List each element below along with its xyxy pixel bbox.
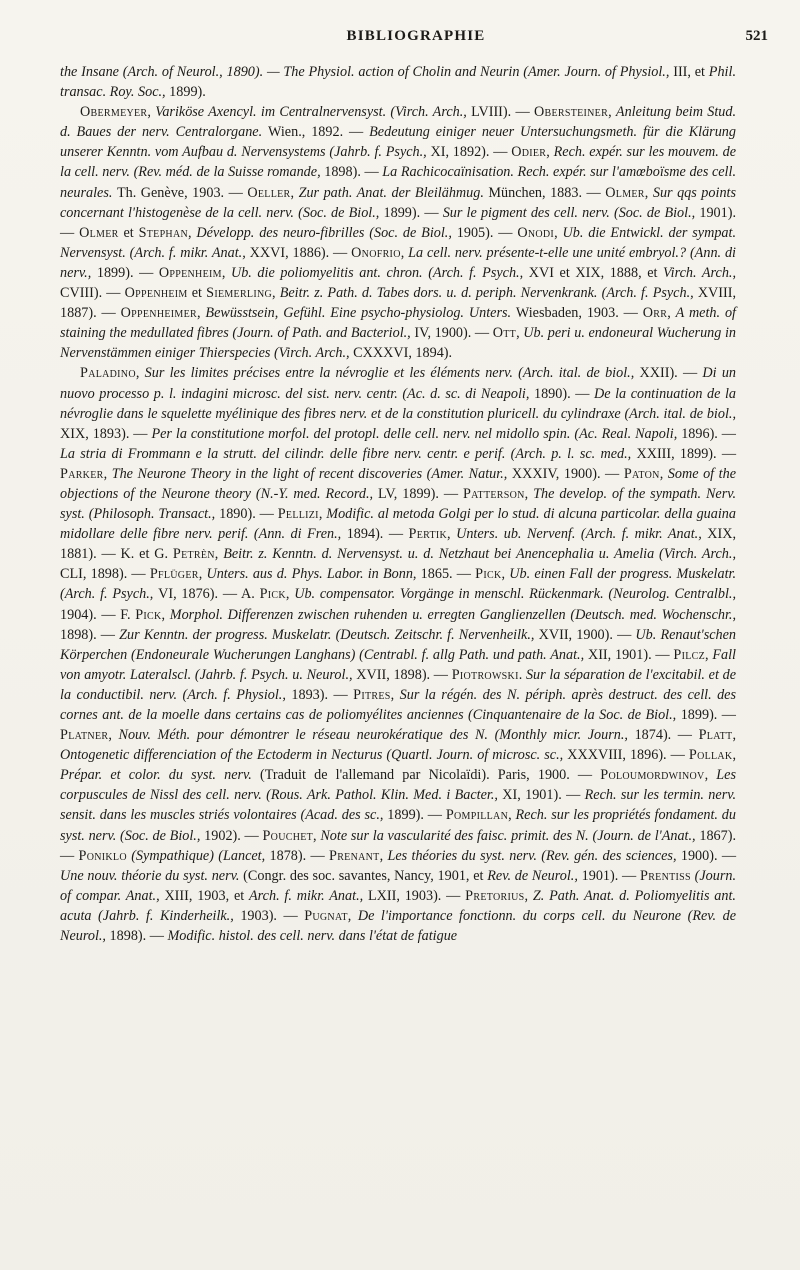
citation-text: 1899). — [680,707,736,723]
work-title: Morphol. Differenzen zwischen ruhenden u. erregten Ganglienzellen (Deutsch. med. Wochenschr., [169,606,737,623]
citation-text: 1899). — [96,264,159,281]
author-name: Pick [135,606,162,623]
work-title: Ub. die Entwickl. der sympat. Nervensyst. (Arch. f. mikr. Anat., [60,224,737,261]
work-title: Rev. de Neurol., [487,867,582,884]
author-name: Pick [475,566,502,583]
work-title: La Rachicocaïnisation. Rech. expér. sur l'amœboïsme des cell. neurales. [60,164,736,201]
work-title: De l'importance fonctionn. du corps cell. du Neurone (Rev. de Neurol., [60,907,737,945]
citation-text: , [644,184,653,201]
citation-text: XXXVIII, 1896). — [567,747,689,764]
citation-text: , [318,506,327,523]
work-title: Sur le pigment des cell. nerv. (Soc. de Biol., [442,204,700,221]
citation-text: Th. Genève, 1903. — [116,184,248,201]
author-name: Pouchet [262,827,314,844]
work-title: Rech. expér. sur les mouvem. de la cell. nerv. (Rev. méd. de la Suisse romande, [60,144,736,181]
work-title: (Sympathique) (Lancet, [131,847,270,864]
work-title: Ontogenetic differenciation of the Ectoderm in Necturus (Quartl. Journ. of microsc. sc., [60,747,568,764]
citation-text: 1899). — [383,204,443,221]
author-name: Poniklo [78,847,127,864]
citation-text: 1903). — [240,907,305,924]
citation-text: 1890). — [533,385,594,402]
citation-text: XVIII, 1887). — [60,285,737,322]
work-title: Prépar. et color. du syst. nerv. [60,767,260,784]
citation-text: III, et [673,64,709,80]
citation-text: XIX, 1881). — K. et G. [60,526,736,563]
citation-text: Wiesbaden, 1903. — [515,305,643,322]
work-title: Variköse Axencyl. im Centralnervensyst. (Virch. Arch., [155,104,472,121]
citation-text: , [272,285,280,302]
citation-text: 1898). — [324,164,383,181]
citation-text: CLI, 1898). — [60,566,150,583]
work-title: Développ. des neuro-fibrilles (Soc. de Biol., [196,224,457,241]
citation-text: XI, 1892). — [430,144,512,161]
citation-text: 1894). — [346,526,409,543]
work-title: Sur la séparation de l'excitabil. et de la conductibil. nerv. (Arch. f. Physiol., [60,666,736,703]
author-name: Olmer [605,184,645,201]
citation-text: XXII). — [639,365,703,382]
citation-text: , [147,104,156,121]
citation-text: , 1865. — [412,566,476,583]
author-name: Stephan [138,224,188,241]
author-name: Prenant [329,847,380,864]
work-title: Z. Path. Anat. d. Poliomyelitis ant. acuta (Jahrb. f. Kinderheilk., [60,887,736,924]
citation-text: , [659,465,668,482]
work-title: Modific. histol. des cell. nerv. dans l'état de fatigue [167,928,458,945]
bibliography-paragraph [60,363,736,946]
citation-text: XVII, 1898). — [356,666,452,683]
work-title: Beitr. z. Kenntn. d. Nervensyst. u. d. Netzhaut bei Anencephalia u. Amelia (Virch. Arch., [223,546,736,563]
citation-text: , [285,586,295,603]
citation-text: , [732,727,736,744]
citation-text: CXXXVI, 1894). [353,345,453,362]
work-title: (Journ. of compar. Anat., [60,867,736,904]
work-title: Modific. al metoda Golgi per lo stud. di alcuna particolar. della guaina midollare delle fibre nerv. perif. (Ann. di Fren., [60,506,736,543]
citation-text: 1867). — [60,827,736,864]
citation-text: , [447,526,457,543]
work-title: Unters. aus d. Phys. Labor. in Bonn [206,566,413,583]
page-header [60,28,772,52]
citation-text: , [390,686,400,703]
author-name: Prentiss [640,867,691,884]
citation-text: (Traduit de l'allemand par Nicolaïdi). Paris, 1900. — [259,767,601,784]
author-name: Obermeyer [80,104,148,121]
work-title: Phil. transac. Roy. Soc., [60,64,736,101]
bibliography-text [60,62,736,946]
author-name: Pitres [353,686,391,703]
citation-text: 1905). — [456,224,518,241]
citation-text: 1898). — [60,626,120,643]
work-title: Arch. f. mikr. Anat., [249,887,368,904]
citation-text: , [135,365,145,382]
citation-text: 1899). — [387,807,446,824]
work-title: Ub. einen Fall der progress. Muskelatr. (Arch. f. Psych., [60,566,737,603]
citation-text: XVII, 1900). — [538,626,636,643]
author-name: Ott [492,325,517,342]
author-name: Oppenheimer [120,305,197,322]
work-title: Ub. Renaut'schen Körperchen (Endoneurale Wucherungen Langhans) (Centrabl. f. allg Path. und path. Anat., [60,626,736,663]
running-title: BIBLIOGRAPHIE [346,28,486,44]
citation-text: , [508,807,516,824]
work-title: Per la constitutione morfol. del protopl. delle cell. nerv. nel midollo spin. (Ac. Real. Napoli, [151,425,682,442]
citation-text: XIII, 1903, et [164,887,250,904]
work-title: La cell. nerv. présente-t-elle une unité embryol.? (Ann. di nerv., [60,244,737,281]
work-title: Anleitung beim Stud. d. Baues der nerv. Centralorgane. [60,104,737,141]
author-name: Pellizi [277,506,319,523]
citation-text: , [313,827,321,844]
citation-text: , [221,264,231,281]
citation-text: , [103,465,112,482]
citation-text: XI, 1901). — [502,787,585,804]
citation-text: LXII, 1903). — [367,887,466,904]
citation-text: XXIII, 1899). — [636,445,737,462]
work-title: Sur la régén. des N. périph. après destruct. des cell. des cornes ant. de la moelle dans certains cas de poliomyélites anciennes (Cinquantenaire de la Soc. de Biol., [60,686,737,723]
citation-text: , [196,305,206,322]
work-title: The develop. of the sympath. Nerv. syst. (Philosoph. Transact., [60,485,737,523]
citation-text: , [347,907,358,924]
work-title: Les théories du syst. nerv. (Rev. gén. des sciences, [387,847,681,864]
author-name: Oppenheim [158,264,222,281]
citation-text: CVIII). — [60,285,125,302]
work-title: Rech. sur les propriétés fondament. du syst. nerv. (Soc. de Biol., [60,807,736,844]
work-title: Une nouv. théorie du syst. nerv. [60,867,244,884]
work-title: Bewüsstsein, Gefühl. Eine psycho-physiolog. Unters. [205,305,516,322]
citation-text: XIX, 1893). — [60,425,152,442]
author-name: Oeller [247,184,291,201]
author-name: Odier [511,144,547,161]
work-title: Fall von amyotr. Lateralscl. (Jahrb. f. Psych. u. Neurol., [60,646,737,683]
citation-text: LV, 1899). — [378,485,463,502]
author-name: Obersteiner [533,104,609,121]
citation-text: Wien., 1892. — [268,124,370,141]
author-name: Piotrowski [451,666,519,683]
citation-text: , [608,104,616,121]
author-name: Olmer [79,224,119,241]
citation-text: , [705,646,713,663]
citation-text: 1896). — [681,425,736,442]
work-title: La stria di Frommann e la strutt. del cilindr. delle fibre nerv. centr. e perif. (Arch. p. l. sc. med., [60,445,637,462]
citation-text: 1878). — [269,847,330,864]
work-title: A meth. of staining the medullated fibres (Journ. of Path. and Bacteriol., [60,305,736,342]
citation-text: , [524,485,534,502]
author-name: Petrèn [172,546,215,563]
citation-text: , [214,546,224,563]
citation-text: 1900). — [680,847,737,864]
citation-text: , [524,887,533,904]
author-name: Platner [60,727,109,744]
author-name: Parker [60,465,104,482]
citation-text: , [546,144,554,161]
author-name: Pollak [688,747,733,764]
author-name: Pflüger [149,566,199,583]
author-name: Onodi [517,224,555,241]
work-title: Sur les limites précises entre la névroglie et les éléments nerv. (Arch. ital. de biol., [144,365,640,382]
citation-text: XII, 1901). — [587,646,674,663]
author-name: Orr [642,305,668,322]
author-name: Paton [623,465,660,482]
citation-text: 1902). — [204,827,263,844]
citation-text: , [516,325,524,342]
citation-text: 1901). — [60,204,736,241]
author-name: Pilcz [673,646,706,663]
citation-text: , [290,184,299,201]
citation-text: , [554,224,563,241]
citation-text: , [400,244,409,261]
work-title: Ub. peri u. endoneural Wucherung in Nervenstämmen einiger Thierspecies (Virch. Arch., [60,325,736,362]
work-title: Note sur la vascularité des faisc. primit. des N. (Journ. de l'Anat., [320,827,700,844]
work-title: Ub. compensator. Vorgänge in menschl. Rückenmark. (Neurolog. Centralbl., [294,586,736,603]
author-name: Onofrio [351,244,401,261]
author-name: Paladino [80,365,136,382]
work-title: The Neurone Theory in the light of recent discoveries (Amer. Natur., [111,465,512,482]
page-number: 521 [745,28,768,44]
citation-text: , [108,727,119,744]
work-title: the Insane (Arch. of Neurol., 1890). — The Physiol. action of Cholin and Neurin (Amer. Journ. of Physiol., [60,64,674,80]
citation-text: , [501,566,510,583]
citation-text: XXXIV, 1900). — [511,465,624,482]
citation-text: (Congr. des soc. savantes, Nancy, 1901, et [243,867,488,884]
author-name: Pick [259,586,286,603]
author-name: Pertik [408,526,448,543]
citation-text: 1893). — [291,686,354,703]
work-title: Ub. die poliomyelitis ant. chron. (Arch. f. Psych., [230,264,529,281]
citation-text: , [704,767,717,784]
work-title: Zur Kenntn. der progress. Muskelatr. (Deutsch. Zeitschr. f. Nervenheilk., [119,626,539,643]
citation-text: München, 1883. — [488,184,606,201]
citation-text: IV, 1900). — [414,325,493,342]
citation-text: , [161,606,170,623]
citation-text: , [379,847,388,864]
work-title: Unters. ub. Nervenf. (Arch. f. mikr. Anat., [456,526,708,543]
citation-text: et [118,224,139,241]
work-title: Nouv. Méth. pour démontrer le réseau neurokératique des N. (Monthly micr. Journ., [118,727,635,744]
citation-text: , [198,566,207,583]
work-title: Virch. Arch., [663,264,737,281]
author-name: Pugnat [304,907,348,924]
author-name: Poloumordwinov [600,767,705,784]
author-name: Platt [698,727,733,744]
citation-text: , [188,224,197,241]
work-title: Some of the objections of the Neurone theory (N.-Y. med. Record., [60,465,737,502]
citation-text: LVIII). — [471,104,534,121]
work-title: Beitr. z. Path. d. Tabes dors. u. d. periph. Nervenkrank. (Arch. f. Psych., [279,285,698,302]
citation-text: XXVI, 1886). — [249,244,352,261]
citation-text: 1901). — [581,867,640,884]
work-title: Les corpuscules de Nissl des cell. nerv. (Rous. Ark. Pathol. Klin. Med. i Bacter., [60,767,737,804]
citation-text: 1904). — F. [60,606,136,623]
bibliography-paragraph [60,62,736,102]
work-title: Di un nuovo processo p. l. indagini microsc. del sist. nerv. centr. (Ac. d. sc. di Neapoli, [60,365,737,402]
author-name: Pompillan [445,807,509,824]
citation-text: XVI et XIX, 1888, et [528,264,664,281]
author-name: Patterson [462,485,525,502]
citation-text: 1898). — [109,928,168,945]
citation-text: , [667,305,676,322]
author-name: Siemerling [206,285,273,302]
citation-text: 1890). — [219,506,278,523]
work-title: Zur path. Anat. der Bleilähmug. [298,184,489,201]
citation-text: , [732,747,736,764]
author-name: Pretorius [465,887,525,904]
citation-text: et [187,285,207,302]
work-title: Sur qqs points concernant l'histogenèse de la cell. nerv. (Soc. de Biol., [60,184,736,221]
work-title: De la continuation de la névroglie dans le squelette myélinique des fibres nerv. et de la constitution pluricell. du cylindraxe (Arch. ital. de biol., [60,385,736,422]
work-title: Rech. sur les termin. nerv. sensit. dans les muscles striés volontaires (Acad. des sc., [60,787,737,824]
citation-text: 1874). — [634,727,699,744]
bibliography-paragraph [60,102,736,363]
citation-text: . [518,666,526,683]
work-title: Bedeutung einiger neuer Untersuchungsmeth. für die Klärung unserer Kenntn. vom Aufbau d. Nervensystems (Jahrb. f. Psych., [60,124,736,161]
citation-text: VI, 1876). — A. [158,586,260,603]
citation-text: 1899). [169,84,206,101]
author-name: Oppenheim [124,285,188,302]
